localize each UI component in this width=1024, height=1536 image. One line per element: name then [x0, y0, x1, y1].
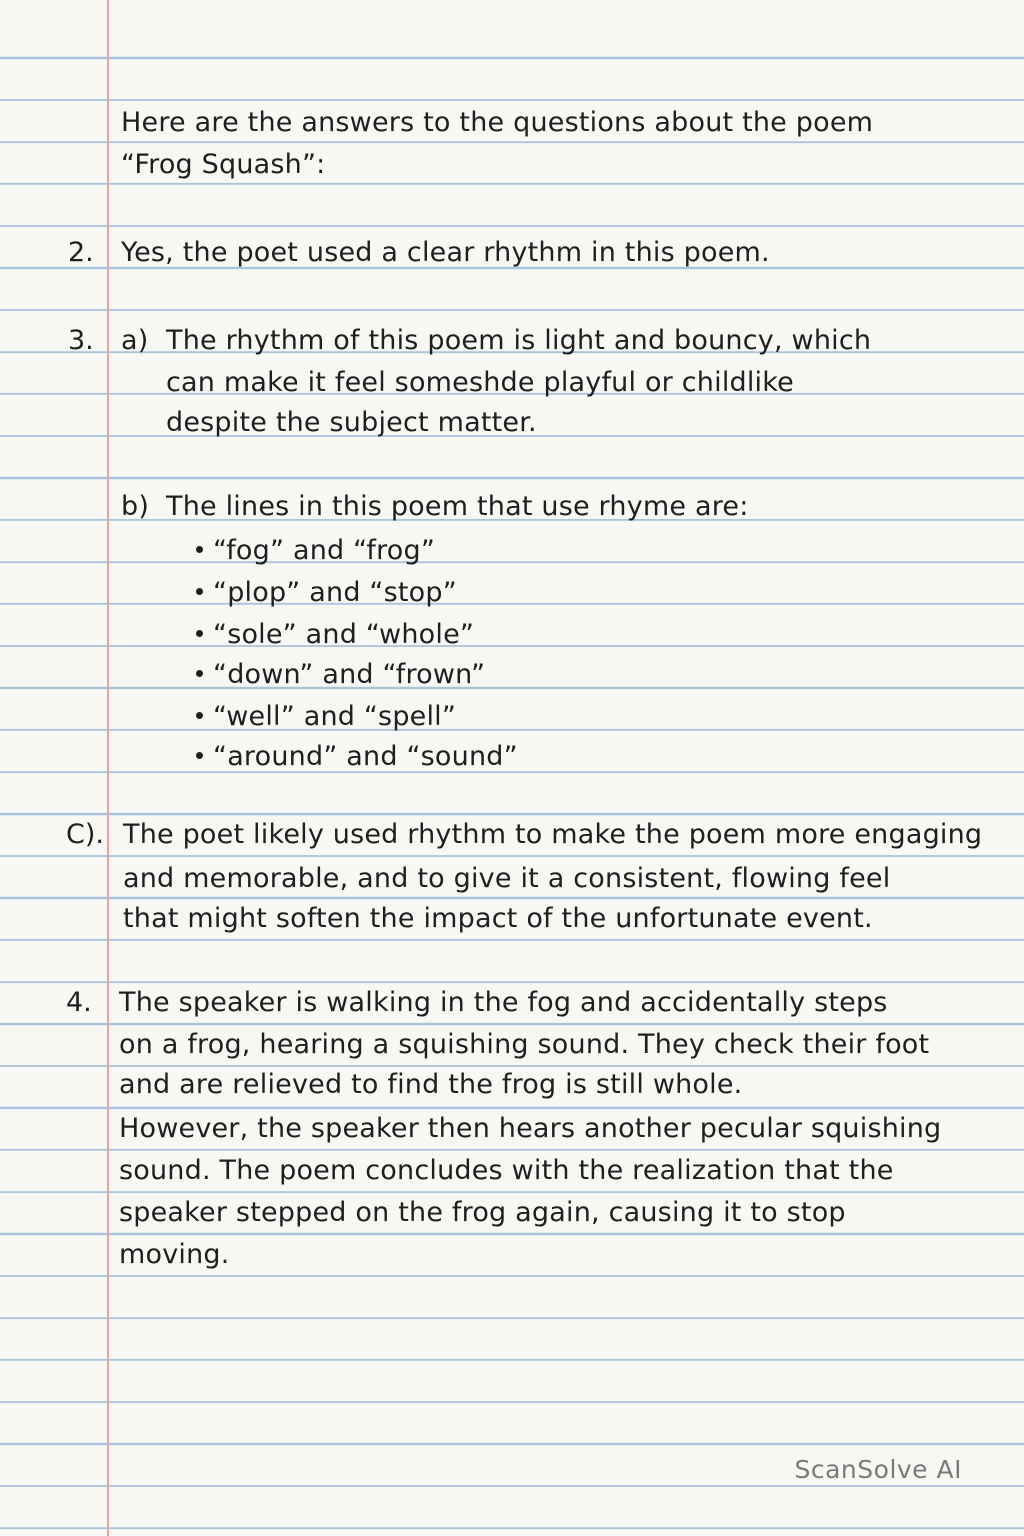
intro-line-2: “Frog Squash”: — [121, 149, 326, 180]
rhyme-item — [196, 742, 518, 772]
q3-number: 3. — [68, 325, 94, 356]
watermark: ScanSolve AI — [794, 1455, 962, 1484]
q2-answer: Yes, the poet used a clear rhythm in this poem. — [121, 237, 770, 268]
q3a-line-1: The rhythm of this poem is light and bouncy, which — [166, 325, 872, 356]
bullet-icon — [196, 630, 203, 637]
q4-line-1: The speaker is walking in the fog and accidentally steps — [119, 987, 888, 1018]
rhyme-item — [196, 536, 435, 566]
q2-number: 2. — [68, 237, 94, 268]
q4-line-7: moving. — [119, 1239, 230, 1270]
qc-line-3: that might soften the impact of the unfortunate event. — [123, 903, 873, 934]
q4-line-2: on a frog, hearing a squishing sound. They check their foot — [119, 1029, 930, 1060]
q4-number: 4. — [66, 987, 92, 1018]
q4-line-3: and are relieved to find the frog is still whole. — [119, 1069, 743, 1100]
q4-line-4: However, the speaker then hears another pecular squishing — [119, 1113, 942, 1144]
qc-line-1: The poet likely used rhythm to make the poem more engaging — [123, 819, 983, 850]
q3b-line-1: The lines in this poem that use rhyme are: — [166, 491, 749, 522]
rhyme-text: “down” and “frown” — [213, 659, 486, 690]
q3a-label: a) — [121, 325, 149, 356]
q3b-label: b) — [121, 491, 150, 522]
rhyme-item — [196, 660, 485, 690]
rhyme-text: “sole” and “whole” — [213, 619, 475, 650]
intro-line-1: Here are the answers to the questions about the poem — [121, 107, 874, 138]
rhyme-text: “well” and “spell” — [213, 701, 457, 732]
qc-line-2: and memorable, and to give it a consistent, flowing feel — [123, 863, 891, 894]
bullet-icon — [196, 712, 203, 719]
rhyme-item — [196, 620, 474, 650]
q3a-line-3: despite the subject matter. — [166, 407, 537, 438]
rhyme-item — [196, 578, 457, 608]
bullet-icon — [196, 752, 203, 759]
q4-line-5: sound. The poem concludes with the realization that the — [119, 1155, 894, 1186]
margin-line — [107, 0, 109, 1536]
rhyme-text: “around” and “sound” — [213, 741, 518, 772]
rhyme-text: “fog” and “frog” — [213, 535, 436, 566]
q3a-line-2: can make it feel someshde playful or childlike — [166, 367, 794, 398]
bullet-icon — [196, 588, 203, 595]
rhyme-item — [196, 702, 456, 732]
qc-number: C). — [66, 819, 104, 850]
bullet-icon — [196, 670, 203, 677]
bullet-icon — [196, 546, 203, 553]
q4-line-6: speaker stepped on the frog again, causing it to stop — [119, 1197, 846, 1228]
rhyme-text: “plop” and “stop” — [213, 577, 457, 608]
